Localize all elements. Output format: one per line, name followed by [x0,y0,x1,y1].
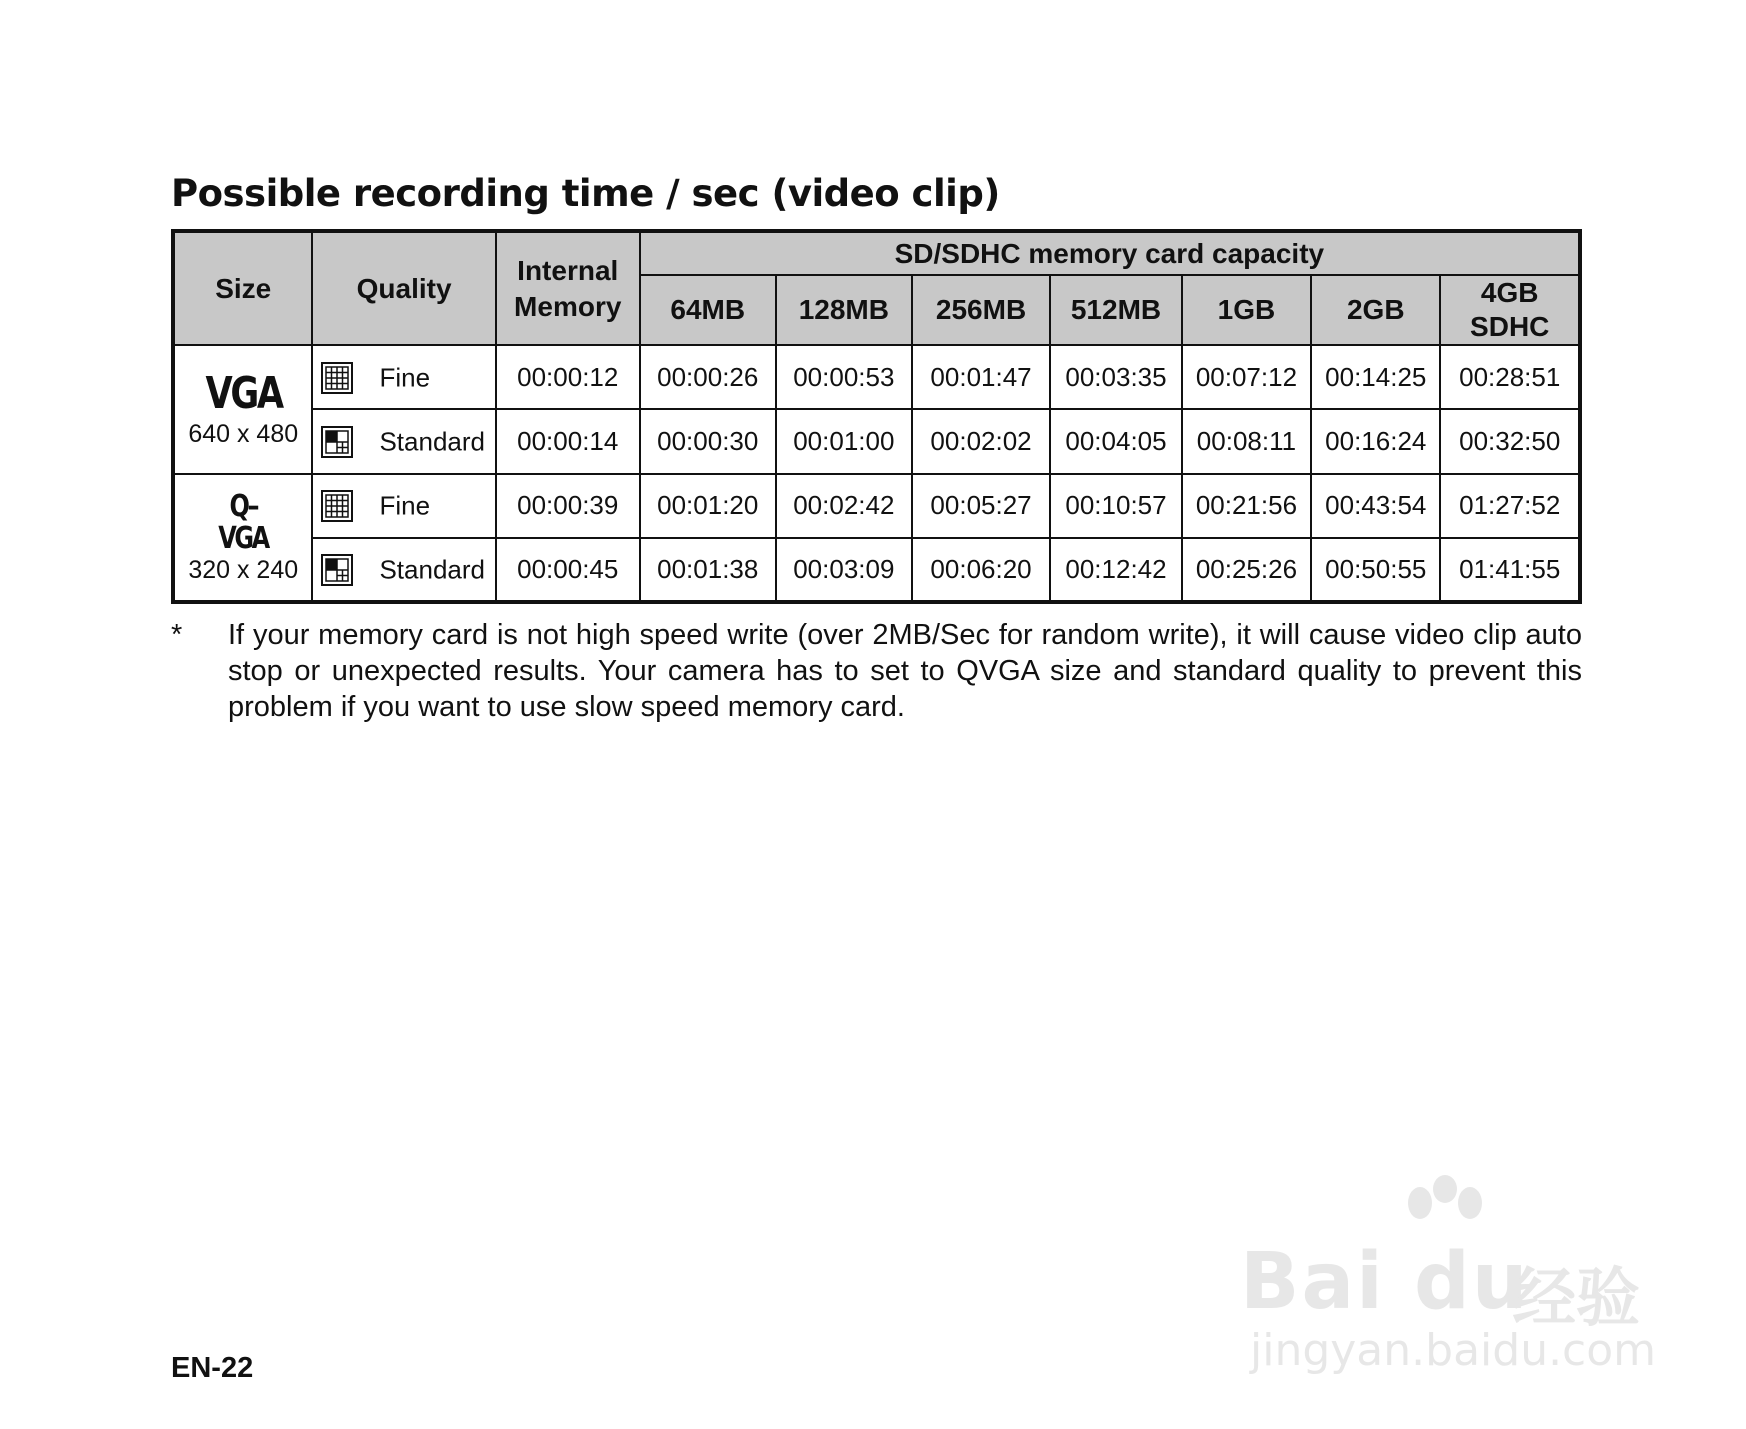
header-internal-line1: Internal [517,254,619,286]
table-cell: 00:00:39 [496,474,640,538]
footnote-text: If your memory card is not high speed write (over 2MB/Sec for random write), it will cause video clip auto stop or unexpected results. Your camera has to set to QVGA size and standard quality to prevent this problem if you want to use slow speed memory card. [228,619,1582,723]
table-cell: 00:01:38 [640,538,776,602]
paw-icon [1390,1175,1500,1245]
table-cell: 00:03:09 [776,538,912,602]
header-card-64mb: 64MB [640,275,776,345]
qvga-logo-line1: Q– [229,488,258,524]
header-card-128mb: 128MB [776,275,912,345]
standard-quality-icon [321,426,353,458]
footnote [171,617,1582,725]
watermark-brand: Bai du [1240,1237,1530,1327]
table-cell: 00:00:14 [496,409,640,473]
header-card-512mb: 512MB [1050,275,1182,345]
header-card-4gb-line1: 4GB [1480,277,1539,308]
table-cell: 00:01:20 [640,474,776,538]
size-qvga [173,474,312,603]
table-cell: 00:50:55 [1311,538,1440,602]
table-cell: 00:32:50 [1440,409,1580,473]
table-cell: 00:00:45 [496,538,640,602]
table-cell: 00:10:57 [1050,474,1182,538]
table-cell: 00:05:27 [912,474,1050,538]
footnote-marker: * [171,619,183,651]
header-card-256mb: 256MB [912,275,1050,345]
vga-logo: VGA [205,368,282,420]
quality-label: Standard [379,554,485,585]
table-cell: 00:07:12 [1182,345,1311,409]
header-card-capacity: SD/SDHC memory card capacity [640,231,1580,275]
table-cell: 01:27:52 [1440,474,1580,538]
quality-label: Fine [379,490,431,521]
quality-cell [312,409,495,473]
table-cell: 00:00:30 [640,409,776,473]
header-quality: Quality [312,231,495,345]
qvga-logo-line2: VGA [218,520,269,556]
table-cell: 00:04:05 [1050,409,1182,473]
table-cell: 00:08:11 [1182,409,1311,473]
table-cell: 00:00:26 [640,345,776,409]
table-cell: 00:12:42 [1050,538,1182,602]
header-internal-memory [496,231,640,345]
baidu-watermark [1240,1175,1660,1375]
table-cell: 00:14:25 [1311,345,1440,409]
size-vga [173,345,312,474]
table-row [173,538,1580,602]
header-internal-line2: Memory [514,290,622,322]
table-row [173,474,1580,538]
table-cell: 01:41:55 [1440,538,1580,602]
header-card-4gb-sdhc [1440,275,1580,345]
header-card-1gb: 1GB [1182,275,1311,345]
table-cell: 00:01:47 [912,345,1050,409]
table-cell: 00:02:02 [912,409,1050,473]
header-size: Size [173,231,312,345]
page-number: EN-22 [171,1352,254,1384]
table-cell: 00:01:00 [776,409,912,473]
page-title: Possible recording time / sec (video clip) [171,172,1000,215]
header-card-2gb: 2GB [1311,275,1440,345]
table-cell: 00:02:42 [776,474,912,538]
quality-cell [312,538,495,602]
size-resolution: 640 x 480 [188,419,299,448]
quality-cell [312,474,495,538]
recording-time-table [171,229,1582,604]
table-cell: 00:21:56 [1182,474,1311,538]
standard-quality-icon [321,554,353,586]
size-resolution: 320 x 240 [188,555,299,584]
table-cell: 00:00:53 [776,345,912,409]
table-cell: 00:00:12 [496,345,640,409]
quality-label: Standard [379,426,485,457]
fine-quality-icon [321,362,353,394]
fine-quality-icon [321,490,353,522]
table-cell: 00:28:51 [1440,345,1580,409]
table-cell: 00:25:26 [1182,538,1311,602]
table-row [173,345,1580,409]
table-cell: 00:16:24 [1311,409,1440,473]
table-row [173,409,1580,473]
table-cell: 00:43:54 [1311,474,1440,538]
table-cell: 00:03:35 [1050,345,1182,409]
table-cell: 00:06:20 [912,538,1050,602]
watermark-chinese: 经验 [1512,1262,1640,1334]
header-card-4gb-line2: SDHC [1470,311,1550,342]
watermark-url: jingyan.baidu.com [1250,1325,1657,1376]
quality-label: Fine [379,362,431,393]
quality-cell [312,345,495,409]
